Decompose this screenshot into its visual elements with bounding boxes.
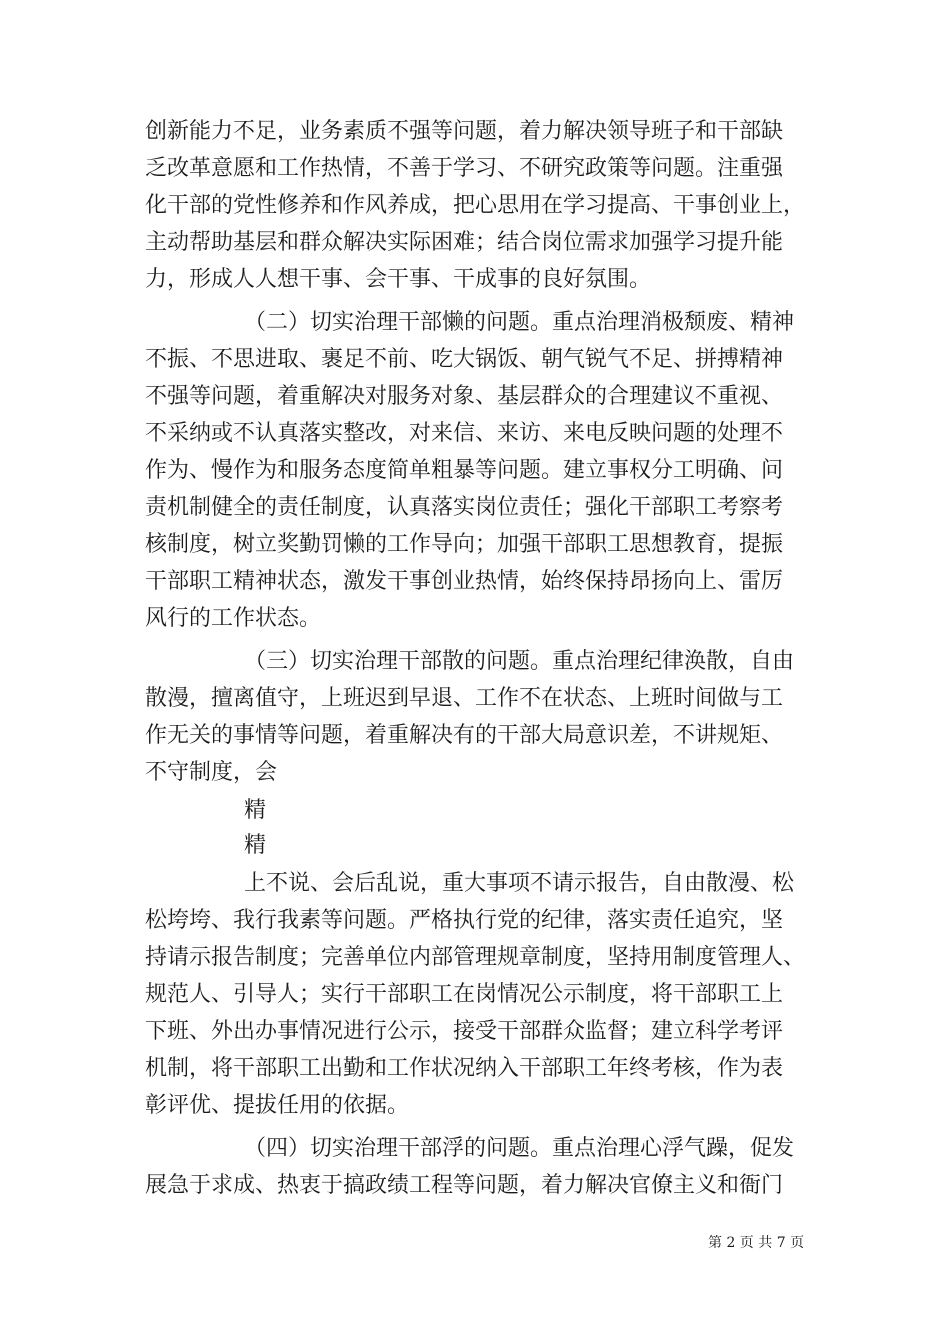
body-text-line: 规范人、引导人；实行干部职工在岗情况公示制度，将干部职工上 [145, 982, 784, 1007]
paragraph-heading-line: （二）切实治理干部懒的问题。重点治理消极颓废、精神 [244, 310, 795, 335]
body-text-line: 展急于求成、热衷于搞政绩工程等问题，着力解决官僚主义和衙门 [145, 1173, 784, 1198]
body-text-line: 作无关的事情等问题，着重解决有的干部大局意识差，不讲规矩、 [145, 723, 784, 748]
body-text-line: 上不说、会后乱说，重大事项不请示报告，自由散漫、松 [244, 871, 795, 896]
body-text-line: 散漫，擅离值守，上班迟到早退、工作不在状态、上班时间做与工 [145, 686, 784, 711]
body-text-line: 松垮垮、我行我素等问题。严格执行党的纪律，落实责任追究，坚 [145, 908, 784, 933]
paragraph-heading-line: （三）切实治理干部散的问题。重点治理纪律涣散，自由 [244, 649, 795, 674]
body-text-line: 彰评优、提拔任用的依据。 [145, 1093, 410, 1118]
body-text-line: 化干部的党性修养和作风养成，把心思用在学习提高、干事创业上， [145, 193, 806, 218]
body-text-line: 不守制度，会 [145, 760, 278, 785]
body-text-line: 干部职工精神状态，激发干事创业热情，始终保持昂扬向上、雷厉 [145, 569, 784, 594]
body-text-line: 创新能力不足，业务素质不强等问题，着力解决领导班子和干部缺 [145, 119, 784, 144]
body-text-line: 风行的工作状态。 [145, 606, 322, 631]
body-text-line: 乏改革意愿和工作热情，不善于学习、不研究政策等问题。注重强 [145, 156, 784, 181]
body-text-line: 不强等问题，着重解决对服务对象、基层群众的合理建议不重视、 [145, 384, 784, 409]
body-text-line: 机制，将干部职工出勤和工作状况纳入干部职工年终考核，作为表 [145, 1056, 784, 1081]
body-text-line: 作为、慢作为和服务态度简单粗暴等问题。建立事权分工明确、问 [145, 458, 784, 483]
body-text-line: 责机制健全的责任制度，认真落实岗位责任；强化干部职工考察考 [145, 495, 784, 520]
page-number-footer: 第 2 页 共 7 页 [708, 1235, 805, 1251]
body-text-line: 持请示报告制度；完善单位内部管理规章制度，坚持用制度管理人、 [145, 945, 806, 970]
body-text-line: 下班、外出办事情况进行公示，接受干部群众监督；建立科学考评 [145, 1019, 784, 1044]
body-text-line: 不振、不思进取、裹足不前、吃大锅饭、朝气锐气不足、拼搏精神 [145, 347, 784, 372]
body-text-line: 主动帮助基层和群众解决实际困难；结合岗位需求加强学习提升能 [145, 230, 784, 255]
stray-text-line: 精 [244, 798, 267, 823]
paragraph-heading-line: （四）切实治理干部浮的问题。重点治理心浮气躁，促发 [244, 1136, 795, 1161]
stray-text-line: 精 [244, 833, 267, 858]
body-text-line: 力，形成人人想干事、会干事、干成事的良好氛围。 [145, 267, 652, 292]
body-text-line: 核制度，树立奖勤罚懒的工作导向；加强干部职工思想教育，提振 [145, 532, 784, 557]
body-text-line: 不采纳或不认真落实整改，对来信、来访、来电反映问题的处理不 [145, 421, 784, 446]
